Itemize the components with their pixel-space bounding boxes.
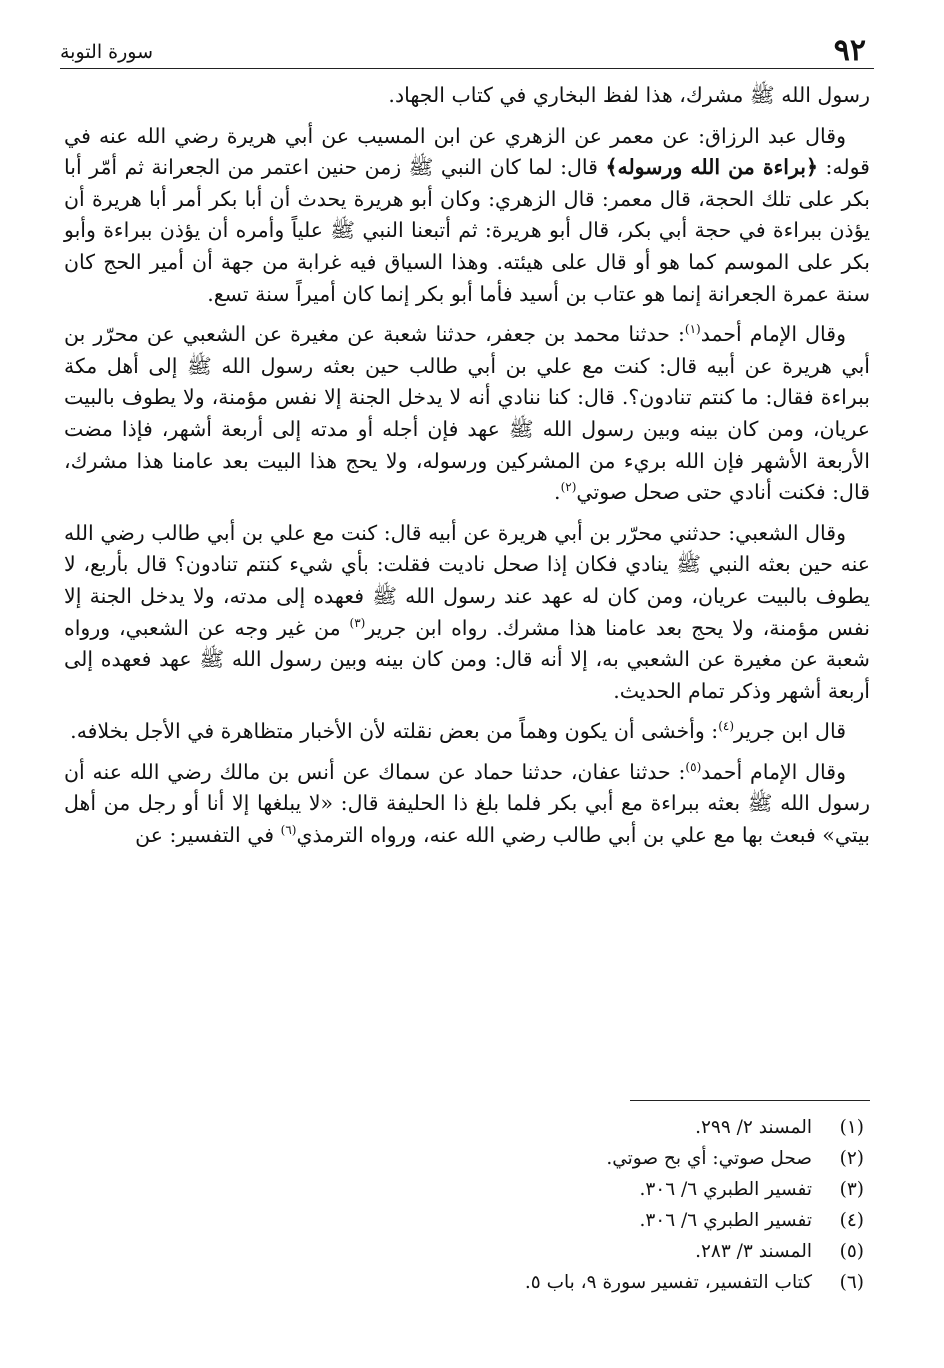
footnotes bbox=[100, 1112, 864, 1298]
paragraph-1 bbox=[64, 80, 870, 112]
page-header bbox=[60, 34, 866, 68]
running-title: سورة التوبة bbox=[60, 41, 153, 63]
paragraph-4 bbox=[64, 518, 870, 708]
footnote-item bbox=[100, 1143, 864, 1174]
paragraph-text: : وأخشى أن يكون وهماً من بعض نقلته لأن الأخبار متظاهرة في الأجل بخلافه. bbox=[70, 719, 719, 744]
footnote-ref: (٦) bbox=[280, 823, 297, 838]
paragraph-text: وقال عبد الرزاق: عن معمر عن الزهري عن ابن المسيب عن أبي هريرة رضي الله عنه في قوله: bbox=[64, 123, 870, 180]
paragraph-text: : حدثنا عفان، حدثنا حماد عن سماك عن أنس بن مالك رضي الله عنه أن رسول الله ﷺ بعثه ببراءة مع أبي بكر فلما بلغ ذا الحليفة قال: «لا يبلغها إلا أنا أو رجل من أهل بيتي» فبعث بها مع علي بن أبي طالب رضي الله عنه، ورواه الترمذي bbox=[64, 759, 870, 848]
footnote-item bbox=[100, 1267, 864, 1298]
paragraph-text: في التفسير: عن bbox=[135, 823, 281, 848]
paragraph-text: . bbox=[554, 480, 561, 505]
footnote-text: كتاب التفسير، تفسير سورة ٩، باب ٥. bbox=[524, 1272, 812, 1293]
footnote-ref: (٣) bbox=[349, 615, 366, 630]
footnote-item bbox=[100, 1112, 864, 1143]
paragraph-text: رسول الله ﷺ مشرك، هذا لفظ البخاري في كتاب الجهاد. bbox=[388, 83, 870, 107]
quran-verse: ﴿براءة من الله ورسوله﴾ bbox=[605, 155, 818, 180]
paragraph-text: قال: لما كان النبي ﷺ زمن حنين اعتمر من الجعرانة ثم أمّر أبا بكر على تلك الحجة، قال معمر: قال الزهري: وكان أبو هريرة يحدث أن أبا بكر أمر أبا هريرة أن يؤذن ببراءة في حجة أبي بكر، قال أبو هريرة: ثم أتبعنا النبي ﷺ علياً وأمره أن يؤذن ببراءة وأبو بكر على الموسم كما هو أو قال على هيئته. وهذا السياق فيه غرابة من جهة أن أمير الحج كان سنة عمرة الجعرانة إنما هو عتاب بن أسيد فأما أبو بكر إنما كان أميراً سنة تسع. bbox=[64, 155, 870, 306]
main-text bbox=[64, 80, 870, 861]
footnote-text: صحل صوتي: أي بح صوتي. bbox=[606, 1148, 812, 1169]
footnote-ref: (٤) bbox=[718, 719, 735, 734]
footnote-ref: (٢) bbox=[560, 480, 577, 495]
paragraph-6 bbox=[64, 757, 870, 852]
footnote-number: (١) bbox=[839, 1117, 864, 1138]
header-divider bbox=[60, 68, 874, 69]
footnote-number: (٣) bbox=[839, 1179, 864, 1200]
footnote-text: تفسير الطبري ٦/ ٣٠٦. bbox=[639, 1210, 812, 1231]
footnote-number: (٢) bbox=[839, 1148, 864, 1169]
footnote-text: المسند ٣/ ٢٨٣. bbox=[695, 1241, 812, 1262]
footnote-number: (٥) bbox=[839, 1241, 864, 1262]
footnote-number: (٤) bbox=[839, 1210, 864, 1231]
paragraph-text: من غير وجه عن الشعبي، ورواه شعبة عن مغيرة عن الشعبي به، إلا أنه قال: ومن كان بينه وبين رسول الله ﷺ عهد فعهده إلى أربعة أشهر وذكر تمام الحديث. bbox=[64, 615, 870, 703]
paragraph-text: وقال الإمام أحمد bbox=[701, 759, 846, 784]
footnote-item bbox=[100, 1236, 864, 1267]
page-number: ٩٢ bbox=[833, 33, 866, 68]
footnote-text: تفسير الطبري ٦/ ٣٠٦. bbox=[639, 1179, 812, 1200]
paragraph-2 bbox=[64, 121, 870, 311]
footnote-number: (٦) bbox=[839, 1272, 864, 1293]
paragraph-text: وقال الشعبي: حدثني محرّر بن أبي هريرة عن أبيه قال: كنت مع علي بن أبي طالب رضي الله عنه حين بعثه النبي ﷺ ينادي فكان إذا صحل ناديت فقلت: بأي شيء كنتم تنادون؟ قال بأربع، لا يطوف بالبيت عريان، ومن كان له عهد عند رسول الله ﷺ فعهده إلى مدته، ولا يدخل الجنة إلا نفس مؤمنة، ولا يحج بعد عامنا هذا مشرك. رواه ابن جرير bbox=[64, 520, 871, 640]
paragraph-text: : حدثنا محمد بن جعفر، حدثنا شعبة عن مغيرة عن الشعبي عن محرّر بن أبي هريرة عن أبيه قال: كنت مع علي بن أبي طالب حين بعثه رسول الله ﷺ إلى أهل مكة ببراءة فقال: ما كنتم تنادون؟. قال: كنا ننادي أنه لا يدخل الجنة إلا نفس مؤمنة، ولا يطوف بالبيت عريان، ومن كان بينه وبين رسول الله ﷺ عهد فإن أجله أو مدته إلى أربعة أشهر، فإذا مضت الأربعة الأشهر فإن الله بريء من المشركين ورسوله، ولا يحج هذا البيت بعد عامنا هذا مشرك، قال: فكنت أنادي حتى صحل صوتي bbox=[64, 322, 870, 505]
paragraph-text: قال ابن جرير bbox=[734, 719, 846, 744]
footnote-item bbox=[100, 1174, 864, 1205]
footnote-ref: (٥) bbox=[685, 760, 702, 775]
footnote-ref: (١) bbox=[684, 322, 701, 337]
footnote-text: المسند ٢/ ٢٩٩. bbox=[695, 1117, 812, 1138]
paragraph-text: وقال الإمام أحمد bbox=[700, 322, 846, 347]
footnote-divider bbox=[630, 1100, 870, 1101]
paragraph-5 bbox=[64, 716, 870, 748]
paragraph-3 bbox=[64, 319, 870, 509]
footnote-item bbox=[100, 1205, 864, 1236]
